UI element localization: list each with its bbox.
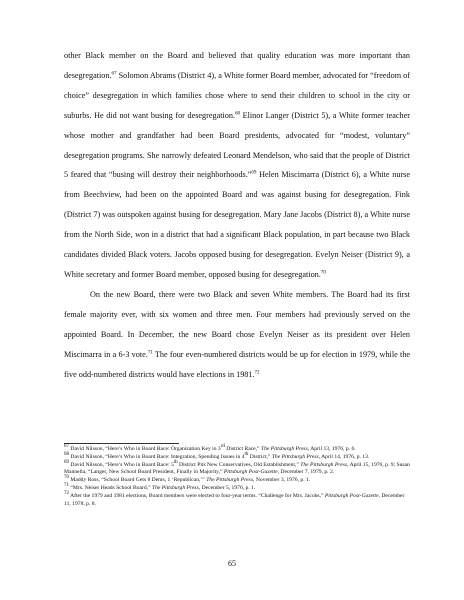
paragraph bbox=[64, 46, 410, 285]
footnote-ref: 72 bbox=[254, 369, 260, 375]
footnote bbox=[64, 490, 410, 509]
text-run: Maddy Ross, “School Board Gets 8 Dems, 1 ‘Republican,’” bbox=[69, 477, 207, 484]
text-run: District Pits New Conservatives, Old Establishment,” bbox=[177, 461, 301, 468]
italic-title: Pittsburgh Post-Gazette bbox=[223, 469, 278, 476]
text-run: , April 15, 1976, p. 9; Susan Mannella, “Langer, New School Board President, Finally in Majority,” bbox=[64, 461, 410, 476]
text-run: , December 7, 1979, p. 2. bbox=[277, 469, 335, 476]
text-run: “Mrs. Neiser Heads School Board,” bbox=[69, 484, 152, 491]
footnote bbox=[64, 477, 410, 485]
footnote-ref: rd bbox=[220, 444, 225, 450]
italic-title: The Pittsburgh Press bbox=[271, 453, 319, 460]
italic-title: The Pittsburgh Press bbox=[260, 446, 308, 452]
text-run: District,” bbox=[248, 453, 272, 460]
italic-title: The Pittsburgh Press bbox=[206, 477, 254, 484]
paragraph bbox=[64, 285, 410, 385]
text-run: other Black member on the Board and believed that quality education was more important than desegregation. bbox=[64, 51, 410, 80]
text-run: The four even-numbered districts would be up for election in 1979, while the five odd-numbered districts would have elections in 1981. bbox=[64, 349, 410, 379]
footnote-ref: 71 bbox=[147, 349, 153, 355]
footnote bbox=[64, 485, 410, 493]
footnote-ref: 68 bbox=[235, 110, 240, 116]
text-run: After the 1979 and 1981 elections, Board members were elected to four-year terms. “Challenge for Mrs. Jacobs,” bbox=[69, 492, 325, 499]
text-run: , April 13, 1976, p. 6. bbox=[307, 446, 356, 452]
footnote-number: 69 bbox=[64, 459, 69, 465]
page-number: 65 bbox=[228, 559, 236, 568]
body-text bbox=[64, 46, 410, 384]
text-run: District Race,” bbox=[224, 446, 261, 452]
text-run: Helen Miscimarra (District 6), a White nurse from Beechview, had been on the appointed Board and was against busing for desegregation. Fink (District 7) was outspoken against busing for desegregation. Mary Jane Jacobs (District 8), a White nurse from the North Side, won in a district that had a significant Black population, in part because two Black candidates divided Black voters. Jacobs opposed busing for desegregation. Evelyn Neiser (District 9), a White secretary and former Board member, opposed busing for desegregation. bbox=[64, 170, 410, 279]
footnote-number: 67 bbox=[64, 444, 69, 450]
footnote-number: 68 bbox=[64, 451, 69, 457]
text-run: David Nilsson, “Here’s Who in Board Race: 5 bbox=[69, 461, 174, 468]
italic-title: The Pittsburgh Press bbox=[151, 484, 199, 491]
footnote-number: 71 bbox=[64, 483, 69, 489]
footnote-ref: th bbox=[244, 451, 249, 457]
text-run: , December 11, 1978, p. 8. bbox=[64, 492, 405, 507]
italic-title: Pittsburgh Post-Gazette bbox=[324, 492, 379, 499]
text-run: Solomon Abrams (District 4), a White former Board member, advocated for “freedom of choice” desegregation in which families chose where to send their children to school in the city or suburbs. He did not want busing for desegregation. bbox=[64, 70, 410, 120]
text-run: On the new Board, there were two Black and seven White members. The Board had its first female majority ever, with six women and three men. Four members had previously served on the appointed Board. In December, the new Board chose Evelyn Neiser as its president over Helen Miscimarra in a 6-3 vote. bbox=[64, 289, 410, 359]
footnote-ref: 70 bbox=[320, 270, 326, 276]
footnote-ref: 67 bbox=[111, 71, 117, 77]
text-run: , April 14, 1976, p. 13. bbox=[318, 453, 370, 460]
text-run: , December 5, 1976, p. 1. bbox=[198, 484, 256, 491]
footnote-ref: th bbox=[173, 459, 178, 465]
text-run: David Nilsson, “Here’s Who in Board Race: Organization Key in 3 bbox=[69, 446, 221, 452]
italic-title: The Pittsburgh Press bbox=[300, 461, 348, 468]
footnote-ref: 69 bbox=[251, 170, 257, 176]
footnote-rule bbox=[64, 443, 179, 444]
footnote bbox=[64, 451, 410, 462]
footnote bbox=[64, 446, 410, 454]
footnote-number: 72 bbox=[64, 490, 69, 496]
footnote-number: 70 bbox=[64, 475, 69, 481]
footnotes bbox=[64, 446, 410, 508]
text-run: David Nilsson, “Here’s Who in Board Race: Integration, Spending Issues in 4 bbox=[69, 453, 245, 460]
text-run: Elinor Langer (District 5), a White former teacher whose mother and grandfather had been Board presidents, advocated for “modest, voluntary” desegregation programs. She narrowly defeated Leonard Mendelson, who said that the people of District 5 feared that “busing will destroy their neighborhoods.” bbox=[64, 110, 410, 180]
text-run: , November 3, 1976, p. 1. bbox=[253, 477, 311, 484]
